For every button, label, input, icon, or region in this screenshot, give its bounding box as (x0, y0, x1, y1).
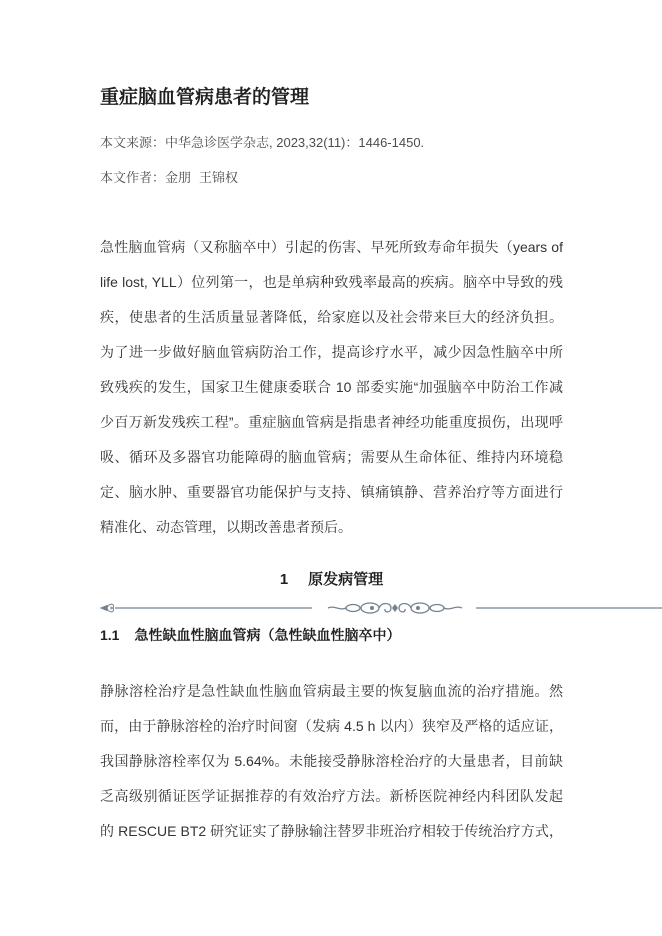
ornament-center-diamond (392, 604, 398, 612)
author-name: 金朋 (165, 170, 192, 185)
source-value: 中华急诊医学杂志, 2023,32(11)：1446-1450. (165, 135, 425, 150)
source-label: 本文来源： (100, 135, 166, 150)
divider-left-flourish (101, 604, 114, 612)
paragraph-line: life lost, YLL）位列第一，也是单病种致残率最高的疾病。脑卒中导致的残 (100, 273, 563, 290)
divider-center-ornament (328, 603, 462, 613)
paragraph-line: 吸、循环及多器官功能障碍的脑血管病；需要从生命体征、维持内环境稳 (100, 448, 563, 465)
article-source (100, 133, 424, 153)
subsection-paragraph (100, 674, 563, 849)
paragraph-line: 定、脑水肿、重要器官功能保护与支持、镇痛镇静、营养治疗等方面进行 (100, 483, 563, 500)
paragraph-line: 乏高级别循证医学证据推荐的有效治疗方法。新桥医院神经内科团队发起 (100, 787, 563, 804)
subsection-heading (100, 623, 400, 647)
subsection-number: 1.1 (100, 627, 120, 643)
ornament-half-left (328, 603, 391, 613)
section-title: 原发病管理 (308, 571, 384, 588)
paragraph-line: 而，由于静脉溶栓的治疗时间窗（发病 4.5 h 以内）狭窄及严格的适应证， (100, 717, 563, 734)
paragraph-line: 少百万新发残疾工程”。重症脑血管病是指患者神经功能重度损伤，出现呼 (100, 413, 563, 430)
paragraph-line: 我国静脉溶栓率仅为 5.64%。未能接受静脉溶栓治疗的大量患者，目前缺 (100, 752, 563, 769)
subsection-title: 急性缺血性脑血管病（急性缺血性脑卒中） (134, 627, 401, 643)
paragraph-line: 的 RESCUE BT2 研究证实了静脉输注替罗非班治疗相较于传统治疗方式， (100, 822, 563, 839)
paragraph-line: 疾，使患者的生活质量显著降低，给家庭以及社会带来巨大的经济负担。 (100, 308, 563, 325)
article-authors (100, 168, 238, 188)
section-heading (100, 568, 563, 592)
ornament-half-right (399, 603, 462, 613)
article-title: 重症脑血管病患者的管理 (100, 87, 310, 108)
author-name: 王锦权 (199, 170, 239, 185)
author-label: 本文作者： (100, 170, 166, 185)
paragraph-line: 急性脑血管病（又称脑卒中）引起的伤害、早死所致寿命年损失（years of (100, 238, 563, 255)
section-divider (100, 598, 662, 618)
paragraph-line: 静脉溶栓治疗是急性缺血性脑血管病最主要的恢复脑血流的治疗措施。然 (100, 682, 563, 699)
paragraph-line: 精准化、动态管理，以期改善患者预后。 (100, 518, 352, 535)
paragraph-line: 致残疾的发生，国家卫生健康委联合 10 部委实施“加强脑卒中防治工作减 (100, 378, 563, 395)
paragraph-line: 为了进一步做好脑血管病防治工作，提高诊疗水平，减少因急性脑卒中所 (100, 343, 563, 360)
intro-paragraph (100, 230, 563, 545)
section-number: 1 (279, 571, 289, 588)
